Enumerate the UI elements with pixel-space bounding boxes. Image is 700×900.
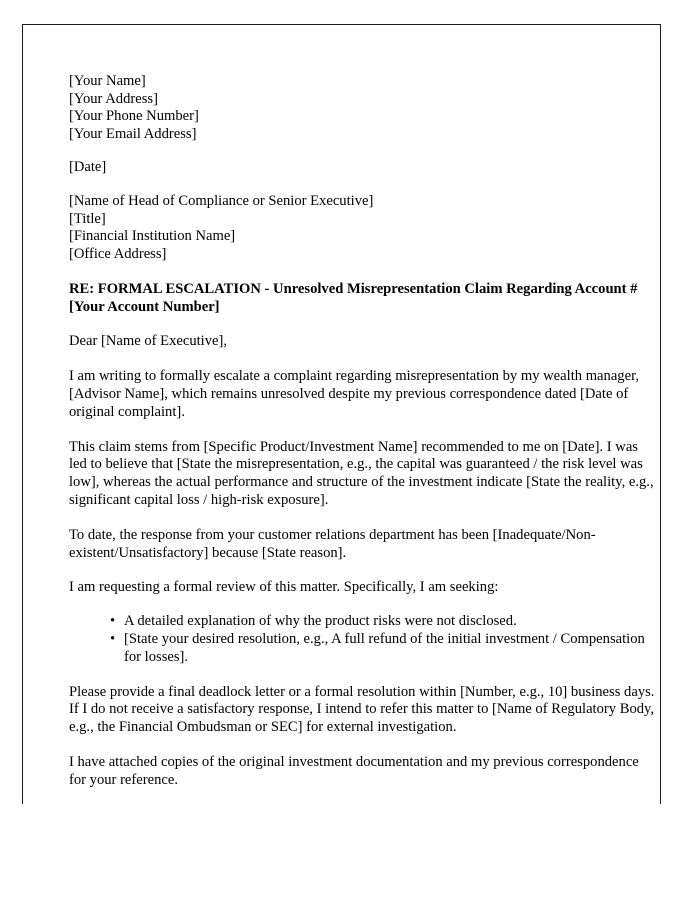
spacer-after-subject: [69, 316, 657, 333]
document-page-frame: [22, 24, 661, 804]
spacer-after-salutation: [69, 351, 657, 368]
list-item: • [State your desired resolution, e.g., A full refund of the initial investment / Compensation for losses].: [110, 631, 657, 667]
spacer-3: [69, 562, 657, 579]
recipient-title-line: [Title]: [69, 210, 106, 227]
spacer-after-sender: [69, 143, 657, 159]
sender-address-block: [69, 73, 657, 143]
letter-content: [69, 73, 657, 789]
recipient-address-block: [69, 193, 657, 263]
spacer-before-bullets: [69, 597, 657, 613]
list-item: • A detailed explanation of why the product risks were not disclosed.: [110, 613, 657, 631]
spacer-4: [69, 737, 657, 754]
salutation: Dear [Name of Executive],: [69, 333, 228, 350]
sender-name-line: [Your Name]: [69, 73, 146, 89]
attachments-paragraph: I have attached copies of the original investment documentation and my previous correspondence for your reference.: [69, 753, 639, 788]
recipient-institution-line: [Financial Institution Name]: [69, 228, 236, 245]
deadline-paragraph: Please provide a final deadlock letter or a formal resolution within [Number, e.g., 10] business days. If I do not receive a satisfactory response, I intend to refer this matter to [Name of Regulatory Body, e.g., the Financial Ombudsman or SEC] for external investigation.: [69, 683, 655, 736]
spacer-2: [69, 510, 657, 527]
body-paragraph-4: I am requesting a formal review of this matter. Specifically, I am seeking:: [69, 579, 499, 596]
sender-phone-line: [Your Phone Number]: [69, 108, 199, 125]
requests-bullet-list: [69, 613, 657, 666]
body-paragraph-3: To date, the response from your customer relations department has been [Inadequate/Non-existent/Unsatisfactory] because [State reason].: [69, 526, 596, 561]
body-paragraph-1: I am writing to formally escalate a complaint regarding misrepresentation by my wealth manager, [Advisor Name], which remains unresolved despite my previous correspondence dated [Date of original complaint].: [69, 368, 639, 420]
recipient-name-line: [Name of Head of Compliance or Senior Executive]: [69, 192, 374, 209]
subject-line: RE: FORMAL ESCALATION - Unresolved Misrepresentation Claim Regarding Account #[Your Account Number]: [69, 281, 638, 316]
body-paragraph-2: This claim stems from [Specific Product/Investment Name] recommended to me on [Date]. I was led to believe that [State the misrepresentation, e.g., the capital was guaranteed / the risk level was low], whereas the actual performance and structure of the investment indicate [State the reality, e.g., significant capital loss / high-risk exposure].: [69, 438, 654, 508]
date-line: [Date]: [69, 159, 107, 176]
spacer-1: [69, 422, 657, 439]
sender-address-line: [Your Address]: [69, 90, 158, 107]
spacer-after-bullets: [69, 667, 657, 684]
sender-email-line: [Your Email Address]: [69, 125, 197, 142]
recipient-office-address-line: [Office Address]: [69, 245, 167, 262]
spacer-after-date: [69, 177, 657, 193]
